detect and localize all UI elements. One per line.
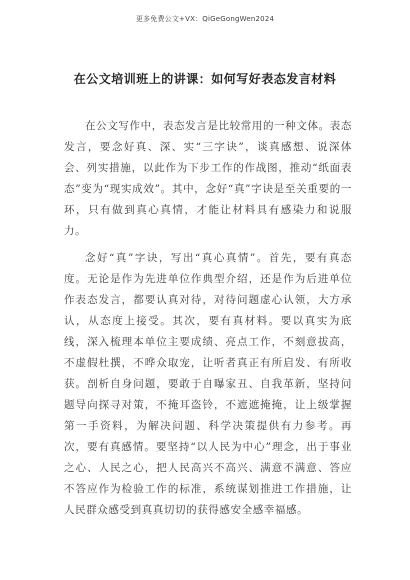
document-title: 在公文培训班上的讲课：如何写好表态发言材料 <box>73 72 337 86</box>
body-paragraph-1: 在公文写作中，表态发言是比较常用的一种文体。表态发言，要念好真、深、实“三字诀”，谈真感想、说深体会、列实措施，以此作为下步工作的作战图，推动“纸面表态”变为“现实成效”。其中，念好“真”字诀是至关重要的一环，只有做到真心真情，才能让材料具有感染力和说服力。 <box>64 120 352 237</box>
body-paragraph-2: 念好“真”字诀，写出“真心真情”。首先，要有真态度。无论是作为先进单位作典型介绍，还是作为后进单位作表态发言，都要认真对待，对待问题虚心认领，大方承认，从态度上接受。其次，要有真材料。要以真实为底线，深入梳理本单位主要成绩、亮点工作，不刻意拔高，不虚假杜撰，不哗众取宠，让听者真正有所启发、有所收获。剖析自身问题，要敢于自曝家丑、自我革新，坚持问题导向探寻对策，不掩耳盗铃，不遮遮掩掩，让上级掌握第一手资料，为解决问题、科学决策提供有力参考。再次，要有真感情。要坚持“以人民为中心”理念，出于事业之心、人民之心，把人民高兴不高兴、满意不满意、答应不答应作为检验工作的标准，系统谋划推进工作措施，让人民群众感受到真真切切的获得感安全感幸福感。 <box>64 252 352 516</box>
document-body <box>64 116 352 527</box>
header-note: 更多免费公文+VX：QiGeGongWen2024 <box>135 15 275 23</box>
